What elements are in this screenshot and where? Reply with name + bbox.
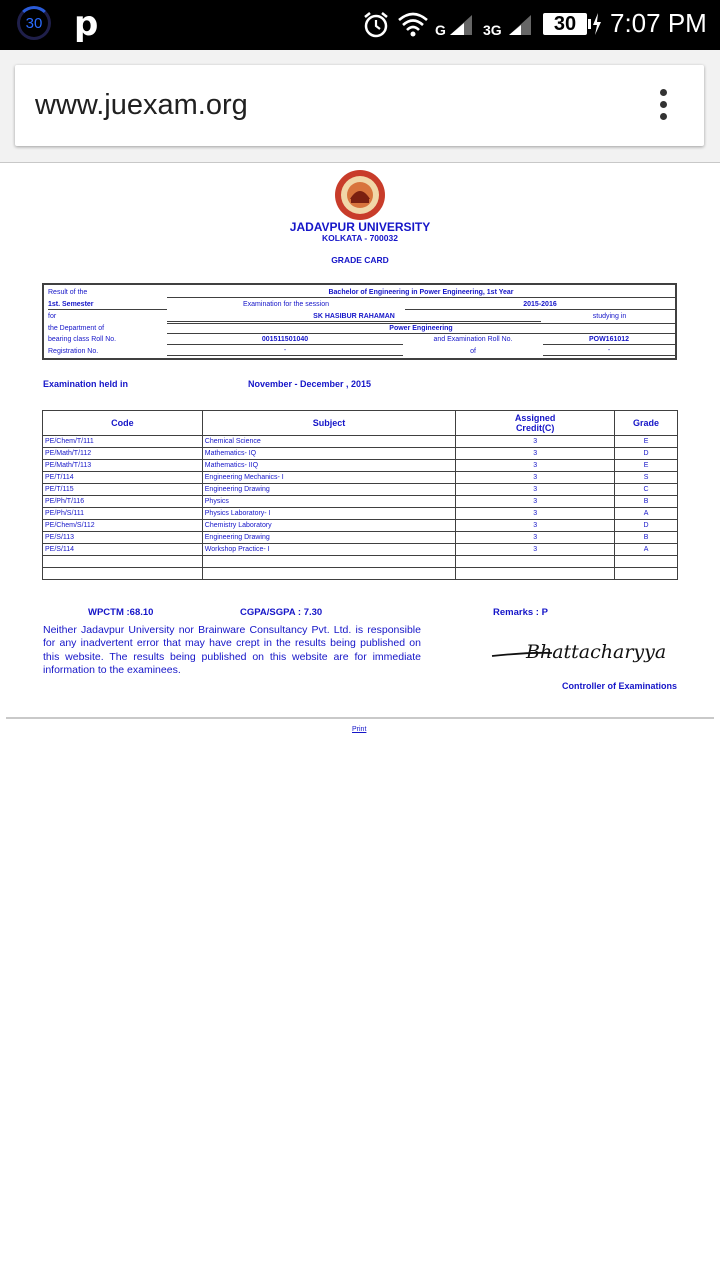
- grade-subject: Mathematics- IQ: [202, 448, 456, 460]
- notification-progress-icon: [17, 6, 51, 40]
- clock: 7:07 PM: [610, 8, 707, 38]
- grade-credit: [456, 568, 615, 580]
- grade-credit: 3: [456, 436, 615, 448]
- controller-title: Controller of Examinations: [562, 681, 678, 691]
- signal-icon: [448, 13, 474, 37]
- grade-credit: 3: [456, 520, 615, 532]
- grade-value: D: [615, 520, 678, 532]
- grade-row: [43, 532, 678, 544]
- header-code: Code: [43, 411, 203, 436]
- exam-session-label: Examination for the session: [243, 301, 329, 308]
- address-bar[interactable]: [15, 65, 704, 146]
- network-type-g: G: [435, 22, 446, 38]
- grade-row: [43, 436, 678, 448]
- grade-row: [43, 484, 678, 496]
- session: 2015-2016: [523, 301, 557, 308]
- for-label: for: [48, 313, 57, 320]
- overflow-menu-icon[interactable]: [660, 89, 668, 123]
- grade-credit: 3: [456, 532, 615, 544]
- grade-subject: Physics: [202, 496, 456, 508]
- notification-count: 30: [25, 15, 43, 32]
- grade-credit: 3: [456, 508, 615, 520]
- semester: 1st. Semester: [48, 301, 94, 308]
- wifi-icon: [397, 12, 429, 38]
- grade-code: [43, 568, 203, 580]
- grade-row: [43, 568, 678, 580]
- grade-row: [43, 544, 678, 556]
- registration-label: Registration No.: [48, 348, 99, 355]
- grade-row: [43, 520, 678, 532]
- exam-roll-no: POW161012: [588, 336, 630, 343]
- grade-subject: [202, 556, 456, 568]
- department: Power Engineering: [389, 325, 453, 332]
- grade-code: PE/Math/T/112: [43, 448, 203, 460]
- grade-code: PE/Ph/S/111: [43, 508, 203, 520]
- programme: Bachelor of Engineering in Power Engineering, 1st Year: [328, 289, 514, 296]
- department-label: the Department of: [48, 325, 105, 332]
- grade-code: [43, 556, 203, 568]
- studying-in-label: studying in: [592, 313, 627, 320]
- grade-subject: Mathematics- IIQ: [202, 460, 456, 472]
- grades-table: [42, 410, 678, 580]
- grade-subject: Engineering Drawing: [202, 532, 456, 544]
- grades-header-row: [43, 411, 678, 436]
- grade-code: PE/S/114: [43, 544, 203, 556]
- grade-credit: 3: [456, 448, 615, 460]
- grade-subject: Engineering Drawing: [202, 484, 456, 496]
- grade-credit: [456, 556, 615, 568]
- grade-value: A: [615, 508, 678, 520]
- student-name: SK HASIBUR RAHAMAN: [313, 313, 395, 320]
- exam-held-label: Examination held in: [43, 379, 129, 389]
- student-details-box: [42, 283, 677, 360]
- url-text[interactable]: www.juexam.org: [35, 89, 248, 121]
- grade-code: PE/Chem/S/112: [43, 520, 203, 532]
- grade-code: PE/Math/T/113: [43, 460, 203, 472]
- grade-subject: Engineering Mechanics- I: [202, 472, 456, 484]
- grade-code: PE/T/115: [43, 484, 203, 496]
- cgpa-sgpa: CGPA/SGPA : 7.30: [240, 607, 323, 618]
- grade-row: [43, 556, 678, 568]
- university-logo-icon: [333, 169, 387, 221]
- charging-icon: [592, 13, 602, 35]
- grade-credit: 3: [456, 496, 615, 508]
- grade-row: [43, 460, 678, 472]
- grade-value: D: [615, 448, 678, 460]
- registration-no: -: [283, 347, 287, 354]
- grade-row: [43, 508, 678, 520]
- app-notification-icon: p: [74, 4, 99, 44]
- exam-held-value: November - December , 2015: [248, 379, 372, 389]
- wpctm: WPCTM :68.10: [88, 607, 154, 618]
- grade-credit: 3: [456, 484, 615, 496]
- status-bar: [0, 0, 720, 50]
- grade-value: A: [615, 544, 678, 556]
- class-roll-no: 001511501040: [261, 336, 309, 343]
- of-label: of: [470, 348, 476, 355]
- university-name: JADAVPUR UNIVERSITY: [289, 220, 431, 234]
- of-value: -: [607, 347, 611, 354]
- grade-code: PE/Ph/T/116: [43, 496, 203, 508]
- header-subject: Subject: [202, 411, 456, 436]
- grade-code: PE/Chem/T/111: [43, 436, 203, 448]
- network-type-3g: 3G: [483, 22, 502, 38]
- grade-subject: [202, 568, 456, 580]
- university-city: KOLKATA - 700032: [322, 233, 398, 243]
- grade-code: PE/S/113: [43, 532, 203, 544]
- class-roll-label: bearing class Roll No.: [48, 336, 117, 343]
- signature-image: [490, 633, 676, 667]
- grade-value: B: [615, 532, 678, 544]
- grade-row: [43, 472, 678, 484]
- grade-value: C: [615, 484, 678, 496]
- browser-toolbar: [0, 50, 720, 163]
- battery-icon: [543, 13, 587, 35]
- exam-roll-label: and Examination Roll No.: [433, 336, 513, 343]
- disclaimer: Neither Jadavpur University nor Brainware Consultancy Pvt. Ltd. is responsible for any inadvertent error that may have crept in the results being published on this website. The results being published on this website are for immediate information to the examinees.: [43, 624, 421, 676]
- grade-code: PE/T/114: [43, 472, 203, 484]
- grade-subject: Physics Laboratory- I: [202, 508, 456, 520]
- signal-icon-2: [507, 13, 533, 37]
- grade-credit: 3: [456, 544, 615, 556]
- grade-subject: Chemistry Laboratory: [202, 520, 456, 532]
- grade-value: E: [615, 436, 678, 448]
- grade-card-title: GRADE CARD: [331, 255, 389, 265]
- header-credit: Assigned Credit(C): [456, 411, 615, 436]
- alarm-icon: [362, 11, 390, 39]
- remarks: Remarks : P: [493, 607, 548, 618]
- grade-row: [43, 448, 678, 460]
- grade-subject: Workshop Practice- I: [202, 544, 456, 556]
- grade-value: [615, 556, 678, 568]
- grade-value: [615, 568, 678, 580]
- grade-credit: 3: [456, 472, 615, 484]
- grade-value: B: [615, 496, 678, 508]
- grade-value: E: [615, 460, 678, 472]
- divider: [6, 717, 714, 719]
- grade-row: [43, 496, 678, 508]
- result-of-label: Result of the: [48, 289, 88, 296]
- grade-credit: 3: [456, 460, 615, 472]
- battery-level: 30: [553, 13, 577, 35]
- grade-value: S: [615, 472, 678, 484]
- svg-text:Bhattacharyya: Bhattacharyya: [526, 641, 667, 663]
- header-grade: Grade: [615, 411, 678, 436]
- grade-subject: Chemical Science: [202, 436, 456, 448]
- print-link[interactable]: Print: [352, 726, 367, 733]
